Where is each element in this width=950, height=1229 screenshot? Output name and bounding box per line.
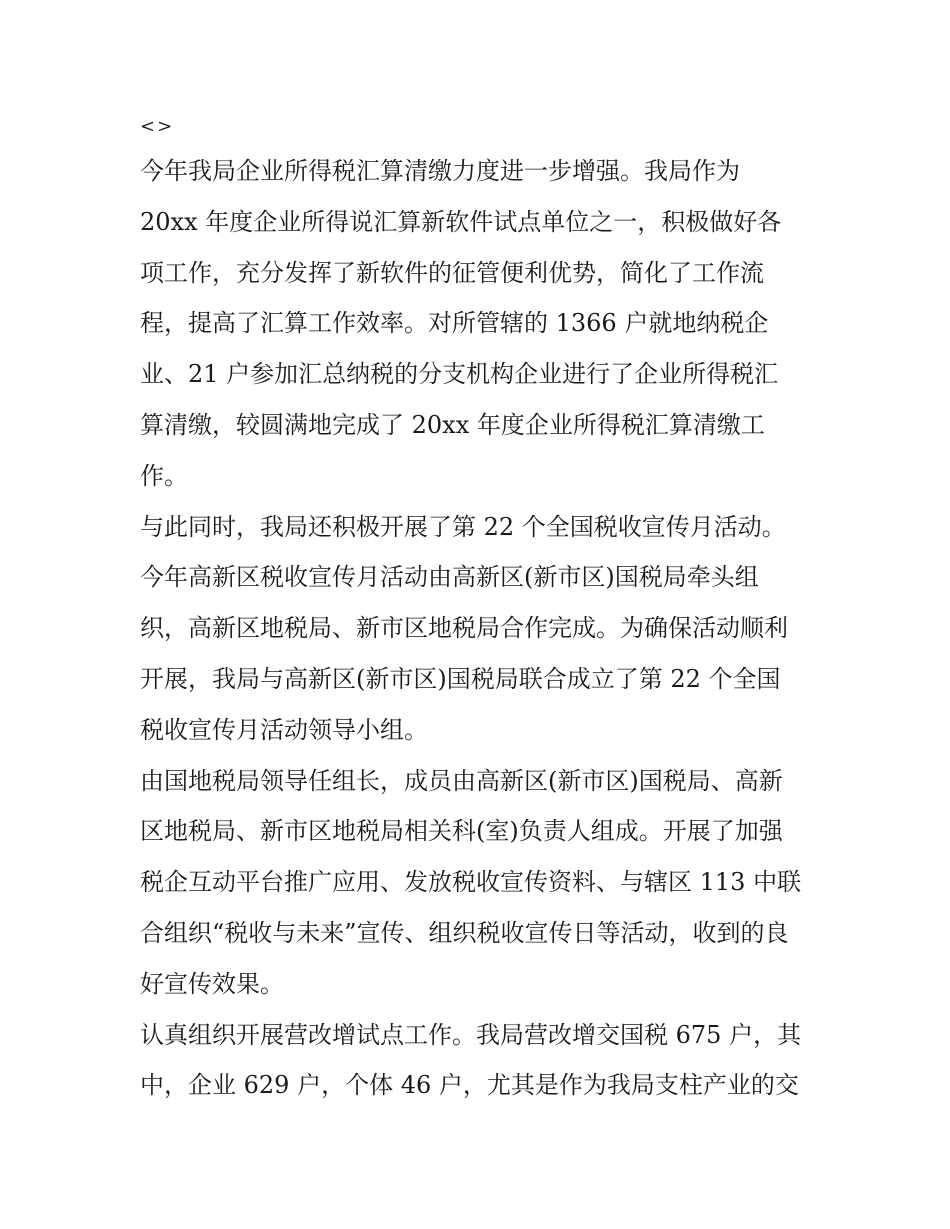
document-marker: <>	[140, 116, 175, 137]
text-line: 业、21 户参加汇总纳税的分支机构企业进行了企业所得税汇	[140, 360, 779, 389]
text-line: 中，企业 629 户，个体 46 户，尤其是作为我局支柱产业的交	[140, 1071, 799, 1100]
document-body	[140, 112, 812, 1111]
text-line: 税收宣传月活动领导小组。	[140, 715, 428, 744]
text-line: 程，提高了汇算工作效率。对所管辖的 1366 户就地纳税企	[140, 309, 769, 338]
text-line: 好宣传效果。	[140, 969, 284, 998]
text-line: 织，高新区地税局、新市区地税局合作完成。为确保活动顺利	[140, 614, 788, 643]
text-line: 由国地税局领导任组长，成员由高新区(新市区)国税局、高新	[140, 766, 783, 795]
text-line: 今年高新区税收宣传月活动由高新区(新市区)国税局牵头组	[140, 563, 759, 592]
text-line: 20xx 年度企业所得说汇算新软件试点单位之一，积极做好各	[140, 207, 782, 236]
paragraph-enterprise-income-tax	[140, 146, 812, 502]
paragraph-leadership-group	[140, 756, 812, 1010]
text-line: 今年我局企业所得税汇算清缴力度进一步增强。我局作为	[140, 157, 740, 185]
text-line: 与此同时，我局还积极开展了第 22 个全国税收宣传月活动。	[140, 512, 786, 541]
paragraph-vat-reform-pilot	[140, 1010, 812, 1112]
text-line: 项工作，充分发挥了新软件的征管便利优势，简化了工作流	[140, 258, 764, 287]
paragraph-tax-publicity-month	[140, 502, 812, 756]
text-line: 认真组织开展营改增试点工作。我局营改增交国税 675 户，其	[140, 1020, 802, 1049]
text-line: 算清缴，较圆满地完成了 20xx 年度企业所得税汇算清缴工	[140, 410, 765, 439]
text-line: 开展，我局与高新区(新市区)国税局联合成立了第 22 个全国	[140, 664, 781, 693]
text-line: 合组织“税收与未来”宣传、组织税收宣传日等活动，收到的良	[140, 918, 789, 947]
text-line: 区地税局、新市区地税局相关科(室)负责人组成。开展了加强	[140, 817, 783, 846]
text-line: 税企互动平台推广应用、发放税收宣传资料、与辖区 113 中联	[140, 868, 802, 897]
text-line: 作。	[140, 461, 188, 490]
